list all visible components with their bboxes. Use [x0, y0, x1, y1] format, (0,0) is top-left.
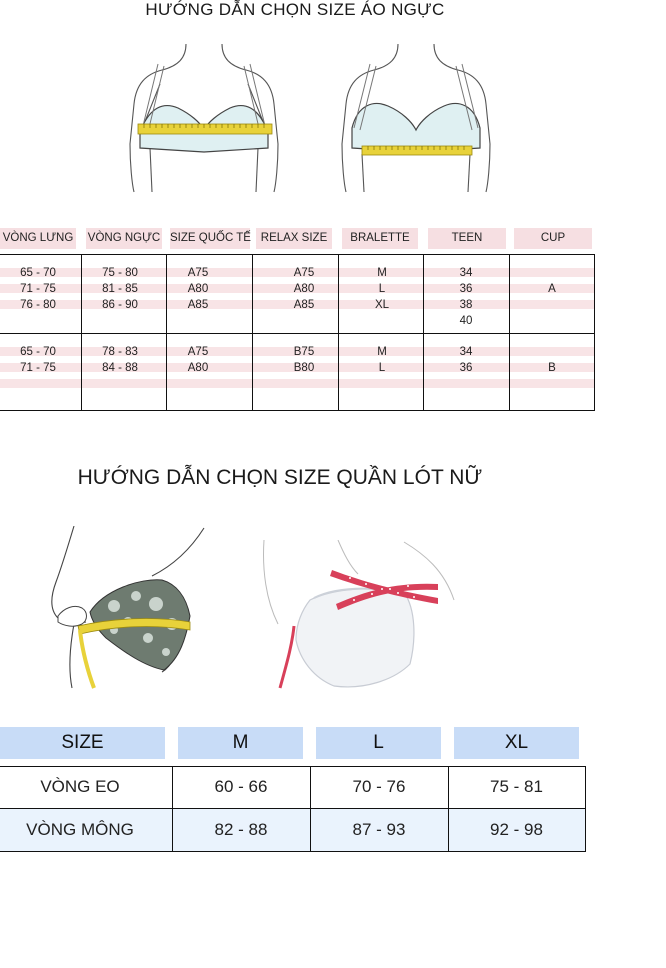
cell-bralette: L [378, 283, 386, 295]
cell-vong-nguc: 81 - 85 [102, 283, 138, 295]
row-label-vong-mong: VÒNG MÔNG [26, 820, 134, 839]
cell-vong-lung: 65 - 70 [20, 267, 56, 279]
cell-vong-nguc: 86 - 90 [102, 299, 138, 311]
cell-eo-l: 70 - 76 [352, 777, 406, 796]
cell-relax-size: A75 [293, 267, 315, 279]
cell-size-quoc-te: A75 [187, 346, 209, 358]
header-size-quoc-te: SIZE QUỐC TẾ [170, 228, 250, 249]
cell-size-quoc-te: A80 [187, 362, 209, 374]
row-label-vong-eo: VÒNG EO [40, 777, 120, 796]
bra-table-col-line [166, 254, 167, 411]
bra-table-col-line [594, 254, 595, 411]
cell-relax-size: B80 [293, 362, 315, 374]
cell-teen: 36 [459, 362, 473, 374]
cell-bralette: M [377, 346, 387, 358]
header-xl: XL [454, 727, 579, 759]
cell-vong-nguc: 84 - 88 [102, 362, 138, 374]
row-stripe [0, 379, 595, 388]
cell-size-quoc-te: A80 [187, 283, 209, 295]
cell-vong-nguc: 78 - 83 [102, 346, 138, 358]
header-size: SIZE [0, 727, 165, 759]
bra-table-col-line [509, 254, 510, 411]
cell-teen: 36 [459, 283, 473, 295]
cell-bralette: XL [374, 299, 390, 311]
cell-mong-m: 82 - 88 [214, 820, 268, 839]
cell-cup-b: B [548, 362, 556, 374]
header-bralette: BRALETTE [342, 228, 418, 249]
bra-table-col-line [338, 254, 339, 411]
cell-teen: 34 [459, 346, 473, 358]
cell-vong-lung: 76 - 80 [20, 299, 56, 311]
cell-teen: 40 [459, 315, 473, 327]
bra-table-top-border [0, 254, 595, 255]
bra-front-illustration [128, 44, 280, 194]
panty-size-guide-title: HƯỚNG DẪN CHỌN SIZE QUẦN LÓT NỮ [77, 466, 483, 489]
cell-mong-xl: 92 - 98 [490, 820, 543, 839]
cell-vong-nguc: 75 - 80 [102, 267, 138, 279]
cell-relax-size: A80 [293, 283, 315, 295]
bra-table-col-line [81, 254, 82, 411]
bra-underbust-illustration [340, 44, 492, 194]
cell-mong-l: 87 - 93 [352, 820, 406, 839]
cell-cup-a: A [548, 283, 556, 295]
bra-size-guide-title: HƯỚNG DẪN CHỌN SIZE ÁO NGỰC [145, 0, 445, 19]
cell-eo-xl: 75 - 81 [490, 777, 543, 796]
header-l: L [316, 727, 441, 759]
cell-vong-lung: 65 - 70 [20, 346, 56, 358]
cell-bralette: L [378, 362, 386, 374]
bra-table-col-line [423, 254, 424, 411]
header-relax-size: RELAX SIZE [256, 228, 332, 249]
header-vong-lung: VÒNG LƯNG [0, 228, 76, 249]
cell-vong-lung: 71 - 75 [20, 362, 56, 374]
cell-size-quoc-te: A75 [187, 267, 209, 279]
bra-table-mid-border [0, 333, 595, 334]
cell-relax-size: B75 [293, 346, 315, 358]
header-vong-nguc: VÒNG NGỰC [86, 228, 162, 249]
bra-table-col-line [252, 254, 253, 411]
panty-table-col-line [585, 766, 586, 852]
cell-bralette: M [377, 267, 387, 279]
bra-table-bottom-border [0, 410, 595, 411]
header-cup: CUP [514, 228, 592, 249]
cell-vong-lung: 71 - 75 [20, 283, 56, 295]
hip-measure-illustration [44, 526, 206, 690]
panty-table-bottom-border [0, 851, 586, 852]
header-m: M [178, 727, 303, 759]
cell-size-quoc-te: A85 [187, 299, 209, 311]
cell-teen: 38 [459, 299, 473, 311]
cell-eo-m: 60 - 66 [214, 777, 268, 796]
header-teen: TEEN [428, 228, 506, 249]
cell-relax-size: A85 [293, 299, 315, 311]
waist-measure-illustration [254, 540, 464, 690]
cell-teen: 34 [459, 267, 473, 279]
